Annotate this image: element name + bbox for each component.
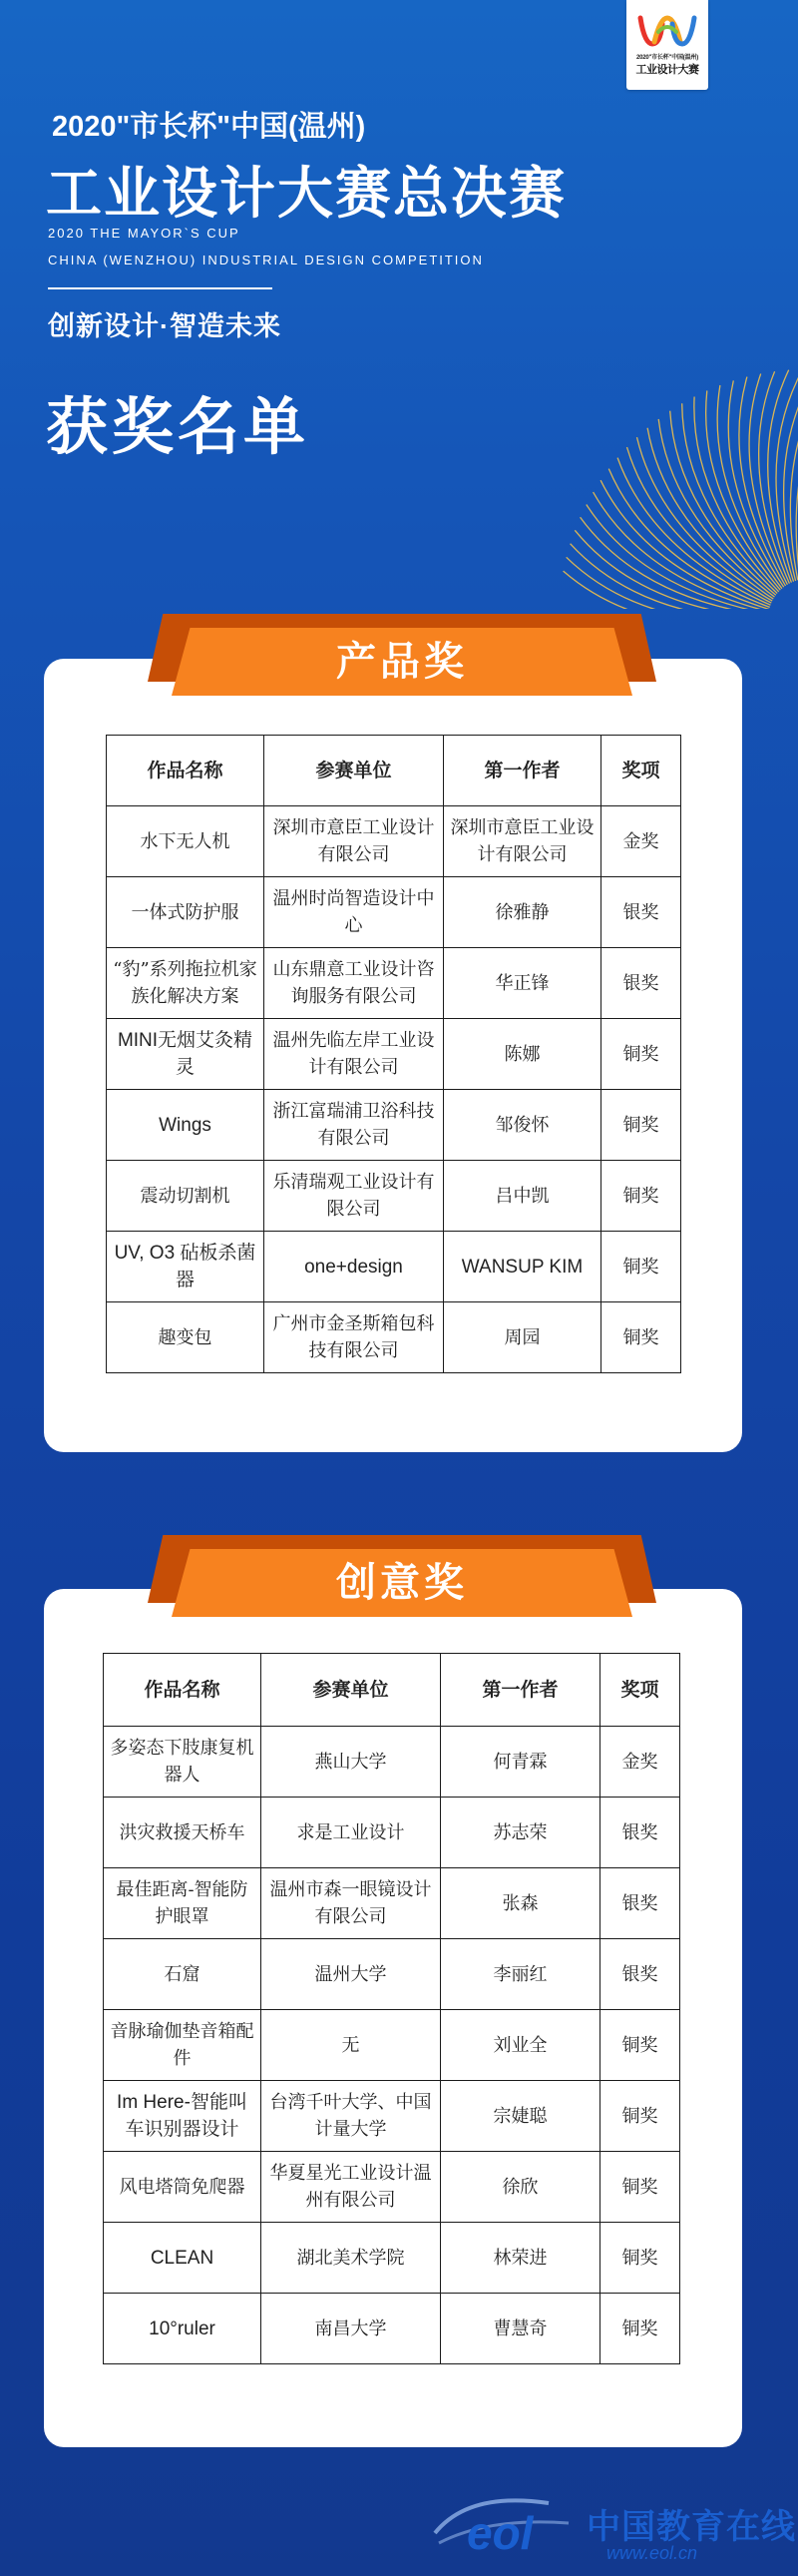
work-name: 一体式防护服 (107, 877, 264, 948)
table-row (104, 1727, 680, 1798)
first-author: 苏志荣 (441, 1798, 600, 1868)
table-row (107, 806, 681, 877)
award-level: 银奖 (600, 1798, 680, 1868)
work-name: UV, O3 砧板杀菌器 (107, 1232, 264, 1302)
svg-text:eol: eol (467, 2507, 534, 2559)
ray-line (647, 428, 773, 599)
entrant-unit: 深圳市意臣工业设计有限公司 (264, 806, 444, 877)
work-name: Im Here-智能叫车识别器设计 (104, 2081, 261, 2152)
work-name: 石窟 (104, 1939, 261, 2010)
award-level: 铜奖 (600, 2294, 680, 2364)
golden-rays-decoration (559, 289, 798, 609)
entrant-unit: 南昌大学 (261, 2294, 441, 2364)
table-row (107, 1090, 681, 1161)
entrant-unit: 山东鼎意工业设计咨询服务有限公司 (264, 948, 444, 1019)
column-header: 奖项 (601, 736, 681, 806)
first-author: 邹俊怀 (444, 1090, 601, 1161)
award-level: 银奖 (600, 1868, 680, 1939)
work-name: 10°ruler (104, 2294, 261, 2364)
column-header: 奖项 (600, 1654, 680, 1727)
table-row (104, 2294, 680, 2364)
english-title-2: CHINA (WENZHOU) INDUSTRIAL DESIGN COMPETITION (48, 253, 484, 267)
entrant-unit: 温州时尚智造设计中心 (264, 877, 444, 948)
rainbow-logo-icon (634, 12, 700, 52)
table-row (107, 877, 681, 948)
table-row (104, 1868, 680, 1939)
first-author: WANSUP KIM (444, 1232, 601, 1302)
table-row (107, 1019, 681, 1090)
creative-award-banner (148, 1535, 656, 1617)
entrant-unit: 温州大学 (261, 1939, 441, 2010)
entrant-unit: 求是工业设计 (261, 1798, 441, 1868)
watermark-url: www.eol.cn (606, 2543, 698, 2563)
entrant-unit: 广州市金圣斯箱包科技有限公司 (264, 1302, 444, 1373)
first-author: 曹慧奇 (441, 2294, 600, 2364)
product-award-title: 产品奖 (336, 640, 468, 684)
first-author: 吕中凯 (444, 1161, 601, 1232)
table-row (104, 2223, 680, 2294)
table-row (104, 2081, 680, 2152)
table-row (107, 948, 681, 1019)
work-name: 洪灾救援天桥车 (104, 1798, 261, 1868)
table-row (107, 1302, 681, 1373)
title-line-1: 2020"市长杯"中国(温州) (52, 111, 366, 143)
first-author: 张森 (441, 1868, 600, 1939)
entrant-unit: one+design (264, 1232, 444, 1302)
first-author: 陈娜 (444, 1019, 601, 1090)
table-row (104, 1939, 680, 2010)
ray-line (776, 369, 798, 582)
first-author: 宗婕聪 (441, 2081, 600, 2152)
award-level: 铜奖 (600, 2152, 680, 2223)
eol-watermark (429, 2479, 798, 2576)
award-level: 铜奖 (601, 1302, 681, 1373)
ray-line (784, 369, 798, 581)
table-row (104, 1798, 680, 1868)
award-level: 银奖 (601, 948, 681, 1019)
award-level: 铜奖 (600, 2081, 680, 2152)
entrant-unit: 温州先临左岸工业设计有限公司 (264, 1019, 444, 1090)
work-name: 趣变包 (107, 1302, 264, 1373)
ray-line (728, 380, 783, 587)
entrant-unit: 湖北美术学院 (261, 2223, 441, 2294)
entrant-unit: 浙江富瑞浦卫浴科技有限公司 (264, 1090, 444, 1161)
main-title: 工业设计大赛总决赛 (46, 162, 567, 225)
first-author: 徐雅静 (444, 877, 601, 948)
table-row (107, 1232, 681, 1302)
entrant-unit: 台湾千叶大学、中国计量大学 (261, 2081, 441, 2152)
first-author: 徐欣 (441, 2152, 600, 2223)
column-header: 参赛单位 (264, 736, 444, 806)
award-level: 铜奖 (600, 2223, 680, 2294)
award-level: 银奖 (600, 1939, 680, 2010)
first-author: 林荣进 (441, 2223, 600, 2294)
entrant-unit: 温州市森一眼镜设计有限公司 (261, 1868, 441, 1939)
work-name: 水下无人机 (107, 806, 264, 877)
work-name: CLEAN (104, 2223, 261, 2294)
column-header: 作品名称 (104, 1654, 261, 1727)
first-author: 何青霖 (441, 1727, 600, 1798)
creative-award-title: 创意奖 (336, 1561, 468, 1605)
logo-caption: 2020"市长杯"中国(温州) (635, 55, 699, 61)
ray-line (617, 458, 770, 606)
award-level: 金奖 (600, 1727, 680, 1798)
table-header-row (104, 1654, 680, 1727)
ray-line (567, 557, 769, 609)
ray-line (739, 377, 786, 586)
first-author: 刘业全 (441, 2010, 600, 2081)
table-row (104, 2010, 680, 2081)
work-name: 震动切割机 (107, 1161, 264, 1232)
first-author: 周园 (444, 1302, 601, 1373)
work-name: 多姿态下肢康复机器人 (104, 1727, 261, 1798)
table-row (104, 2152, 680, 2223)
winners-list-title: 获奖名单 (46, 393, 310, 462)
column-header: 作品名称 (107, 736, 264, 806)
work-name: MINI无烟艾灸精灵 (107, 1019, 264, 1090)
product-award-banner (148, 614, 656, 696)
entrant-unit: 乐清瑞观工业设计有限公司 (264, 1161, 444, 1232)
award-level: 金奖 (601, 806, 681, 877)
award-level: 铜奖 (601, 1090, 681, 1161)
award-level: 铜奖 (600, 2010, 680, 2081)
award-level: 银奖 (601, 877, 681, 948)
logo-title: 工业设计大赛 (635, 64, 699, 76)
work-name: 最佳距离-智能防护眼罩 (104, 1868, 261, 1939)
creative-award-table (103, 1653, 680, 2364)
entrant-unit: 无 (261, 2010, 441, 2081)
slogan: 创新设计·智造未来 (48, 311, 281, 341)
table-header-row (107, 736, 681, 806)
product-award-table (106, 735, 681, 1373)
column-header: 第一作者 (441, 1654, 600, 1727)
work-name: Wings (107, 1090, 264, 1161)
award-level: 铜奖 (601, 1019, 681, 1090)
column-header: 参赛单位 (261, 1654, 441, 1727)
first-author: 李丽红 (441, 1939, 600, 2010)
entrant-unit: 燕山大学 (261, 1727, 441, 1798)
column-header: 第一作者 (444, 736, 601, 806)
award-level: 铜奖 (601, 1232, 681, 1302)
work-name: “豹”系列拖拉机家族化解决方案 (107, 948, 264, 1019)
work-name: 音脉瑜伽垫音箱配件 (104, 2010, 261, 2081)
entrant-unit: 华夏星光工业设计温州有限公司 (261, 2152, 441, 2223)
first-author: 华正锋 (444, 948, 601, 1019)
first-author: 深圳市意臣工业设计有限公司 (444, 806, 601, 877)
competition-logo (626, 0, 708, 90)
eol-logo-icon (429, 2483, 579, 2563)
work-name: 风电塔筒免爬器 (104, 2152, 261, 2223)
award-level: 铜奖 (601, 1161, 681, 1232)
table-row (107, 1161, 681, 1232)
english-title-1: 2020 THE MAYOR`S CUP (48, 226, 240, 241)
watermark-name: 中国教育在线 (587, 2508, 796, 2546)
header-divider (48, 287, 272, 289)
